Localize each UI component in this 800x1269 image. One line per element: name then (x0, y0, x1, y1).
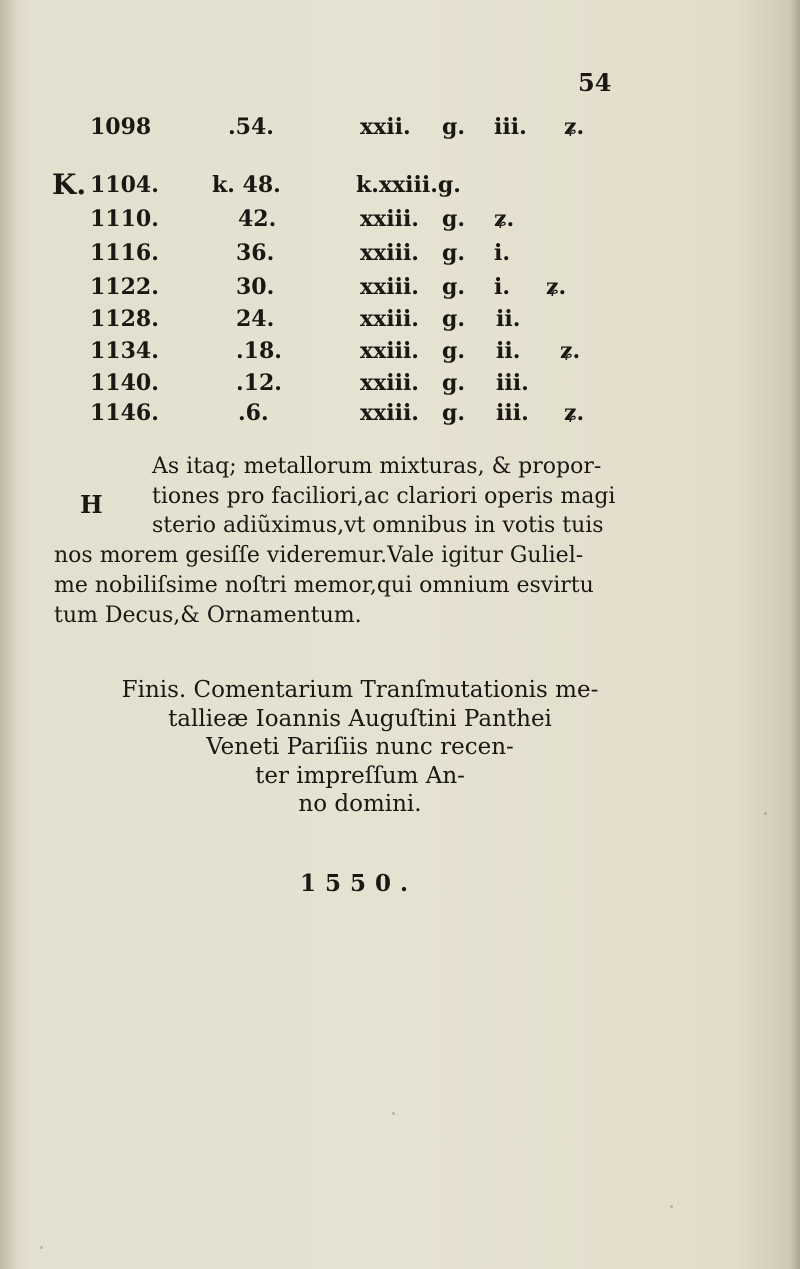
g-cell: g. (442, 114, 466, 140)
symbol-cell: ʑ. (546, 274, 567, 300)
paper-speck (40, 1246, 43, 1249)
fraction-cell: ʑ. (494, 206, 515, 232)
g-cell: g. (442, 306, 466, 332)
table-row (0, 306, 800, 336)
value-cell: .54. (228, 114, 274, 140)
paper-speck (764, 812, 767, 815)
term-cell: xxiii. (360, 240, 419, 266)
g-cell: g. (442, 338, 466, 364)
closing-paragraph (54, 452, 626, 630)
g-cell: g. (442, 274, 466, 300)
fraction-cell: ii. (496, 338, 521, 364)
paragraph-line: As itaq; metallorum mixturas, & propor- (152, 454, 602, 479)
fraction-cell: i. (494, 240, 511, 266)
colophon (100, 676, 620, 819)
year-cell: 1128. (90, 306, 159, 332)
table-row (0, 114, 800, 144)
paragraph-line: tiones pro faciliori,ac clariori operis magi (152, 483, 616, 509)
paper-speck (670, 1205, 673, 1208)
value-cell: 30. (236, 274, 275, 300)
term-cell: xxiii. (360, 400, 419, 426)
table-row (0, 206, 800, 236)
value-cell: 36. (236, 240, 275, 266)
table-row (0, 338, 800, 368)
g-cell: g. (442, 400, 466, 426)
term-cell: xxiii. (360, 206, 419, 232)
value-cell: 42. (238, 206, 277, 232)
initial-letter: H (80, 490, 103, 519)
paragraph-line: me nobiliſsime noſtri memor,qui omnium esvirtu (54, 572, 594, 598)
g-cell: g. (442, 240, 466, 266)
fraction-cell: i. (494, 274, 511, 300)
colophon-line: ter impreſſum An- (255, 762, 465, 789)
symbol-cell: ʑ. (564, 114, 585, 140)
year-cell: 1116. (90, 240, 159, 266)
year-cell: 1134. (90, 338, 159, 364)
value-cell: .12. (236, 370, 282, 396)
table-row (0, 240, 800, 270)
table-row (0, 168, 800, 202)
symbol-cell: ʑ. (560, 338, 581, 364)
value-cell: .18. (236, 338, 282, 364)
year-cell: 1104. (90, 172, 159, 198)
value-cell: k. 48. (212, 172, 281, 198)
term-cell: xxiii. (360, 370, 419, 396)
g-cell: g. (442, 206, 466, 232)
fraction-cell: iii. (496, 370, 529, 396)
year-cell: 1140. (90, 370, 159, 396)
paragraph-line: sterio adiũximus,vt omnibus in votis tuis (152, 513, 604, 539)
term-cell: xxiii. (360, 274, 419, 300)
table-row (0, 274, 800, 304)
row-marker: K. (52, 168, 87, 201)
paragraph-line: nos morem gesiſſe videremur.Vale igitur Guliel- (54, 543, 584, 569)
table-row (0, 400, 800, 430)
value-cell: .6. (238, 400, 269, 426)
year-cell: 1110. (90, 206, 159, 232)
symbol-cell: ʑ. (564, 400, 585, 426)
value-cell: 24. (236, 306, 275, 332)
g-cell: g. (442, 370, 466, 396)
term-cell: xxiii. (360, 306, 419, 332)
table-row (0, 370, 800, 400)
folio-number: 54 (578, 68, 612, 97)
fraction-cell: ii. (496, 306, 521, 332)
colophon-line: no domini. (298, 791, 422, 817)
year-cell: 1098 (90, 114, 152, 140)
imprint-year: 1550. (300, 870, 418, 897)
term-cell: xxiii. (360, 338, 419, 364)
paragraph-line: tum Decus,& Ornamentum. (54, 602, 362, 628)
colophon-line: Veneti Pariſiis nunc recen- (206, 734, 514, 760)
fraction-cell: iii. (496, 400, 529, 426)
term-cell: xxii. (360, 114, 411, 140)
year-cell: 1122. (90, 274, 159, 300)
fraction-cell: iii. (494, 114, 527, 140)
colophon-line: Finis. Comentarium Tranſmutationis me- (121, 677, 599, 703)
colophon-line: tallieæ Ioannis Auguſtini Panthei (168, 705, 552, 732)
paper-speck (392, 1112, 395, 1115)
year-cell: 1146. (90, 400, 159, 426)
term-cell: k.xxiii.g. (356, 172, 461, 198)
